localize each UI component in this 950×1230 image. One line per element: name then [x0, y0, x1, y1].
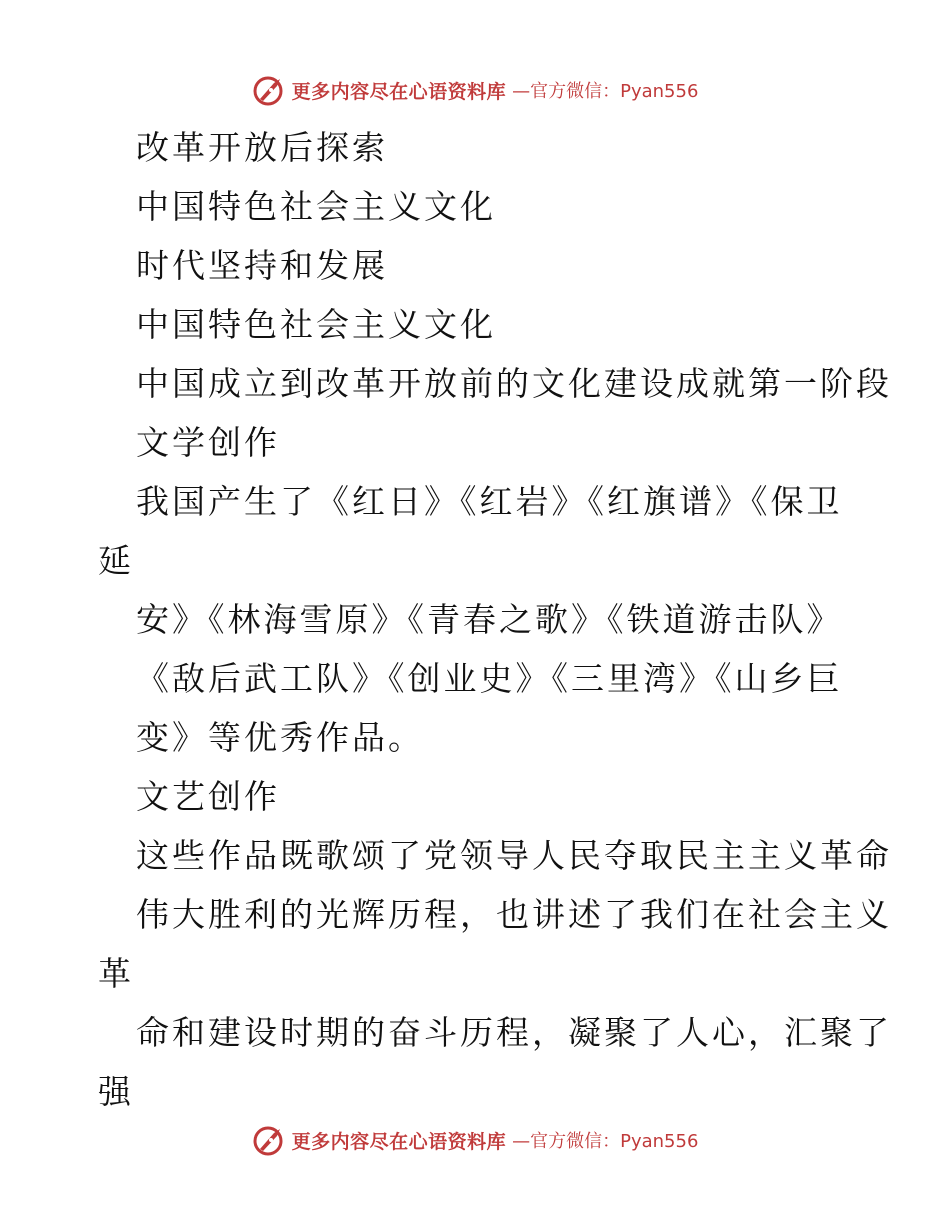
text-line: 中国特色社会主义文化: [136, 305, 496, 344]
header-banner: [0, 70, 950, 110]
text-line: 《敌后武工队》《创业史》《三里湾》《山乡巨: [136, 659, 843, 698]
text-line: 变》等优秀作品。: [136, 718, 424, 757]
text-line: 革: [98, 954, 134, 993]
text-line: 命和建设时期的奋斗历程，凝聚了人心，汇聚了: [136, 1013, 892, 1052]
banner-contact-text: —官方微信：Pyan556: [512, 81, 699, 102]
text-line: 时代坚持和发展: [136, 246, 388, 285]
text-line: 文艺创作: [136, 777, 280, 816]
text-line: 改革开放后探索: [136, 128, 388, 167]
banner-main-text: 更多内容尽在心语资料库: [291, 1130, 507, 1153]
text-line: 中国特色社会主义文化: [136, 187, 496, 226]
pen-nib-logo-icon: [252, 73, 286, 107]
text-line: 文学创作: [136, 423, 280, 462]
text-line: 强: [98, 1072, 134, 1111]
text-line: 安》《林海雪原》《青春之歌》《铁道游击队》: [136, 600, 843, 639]
text-line: 中国成立到改革开放前的文化建设成就第一阶段: [136, 364, 892, 403]
text-line: 我国产生了《红日》《红岩》《红旗谱》《保卫: [136, 482, 843, 521]
text-line: 延: [98, 541, 134, 580]
text-line: 这些作品既歌颂了党领导人民夺取民主主义革命: [136, 836, 892, 875]
footer-banner: [0, 1120, 950, 1160]
pen-nib-logo-icon: [252, 1123, 286, 1157]
banner-main-text: 更多内容尽在心语资料库: [291, 80, 507, 103]
text-line: 伟大胜利的光辉历程，也讲述了我们在社会主义: [136, 895, 892, 934]
banner-contact-text: —官方微信：Pyan556: [512, 1131, 699, 1152]
document-body: [98, 118, 892, 1121]
